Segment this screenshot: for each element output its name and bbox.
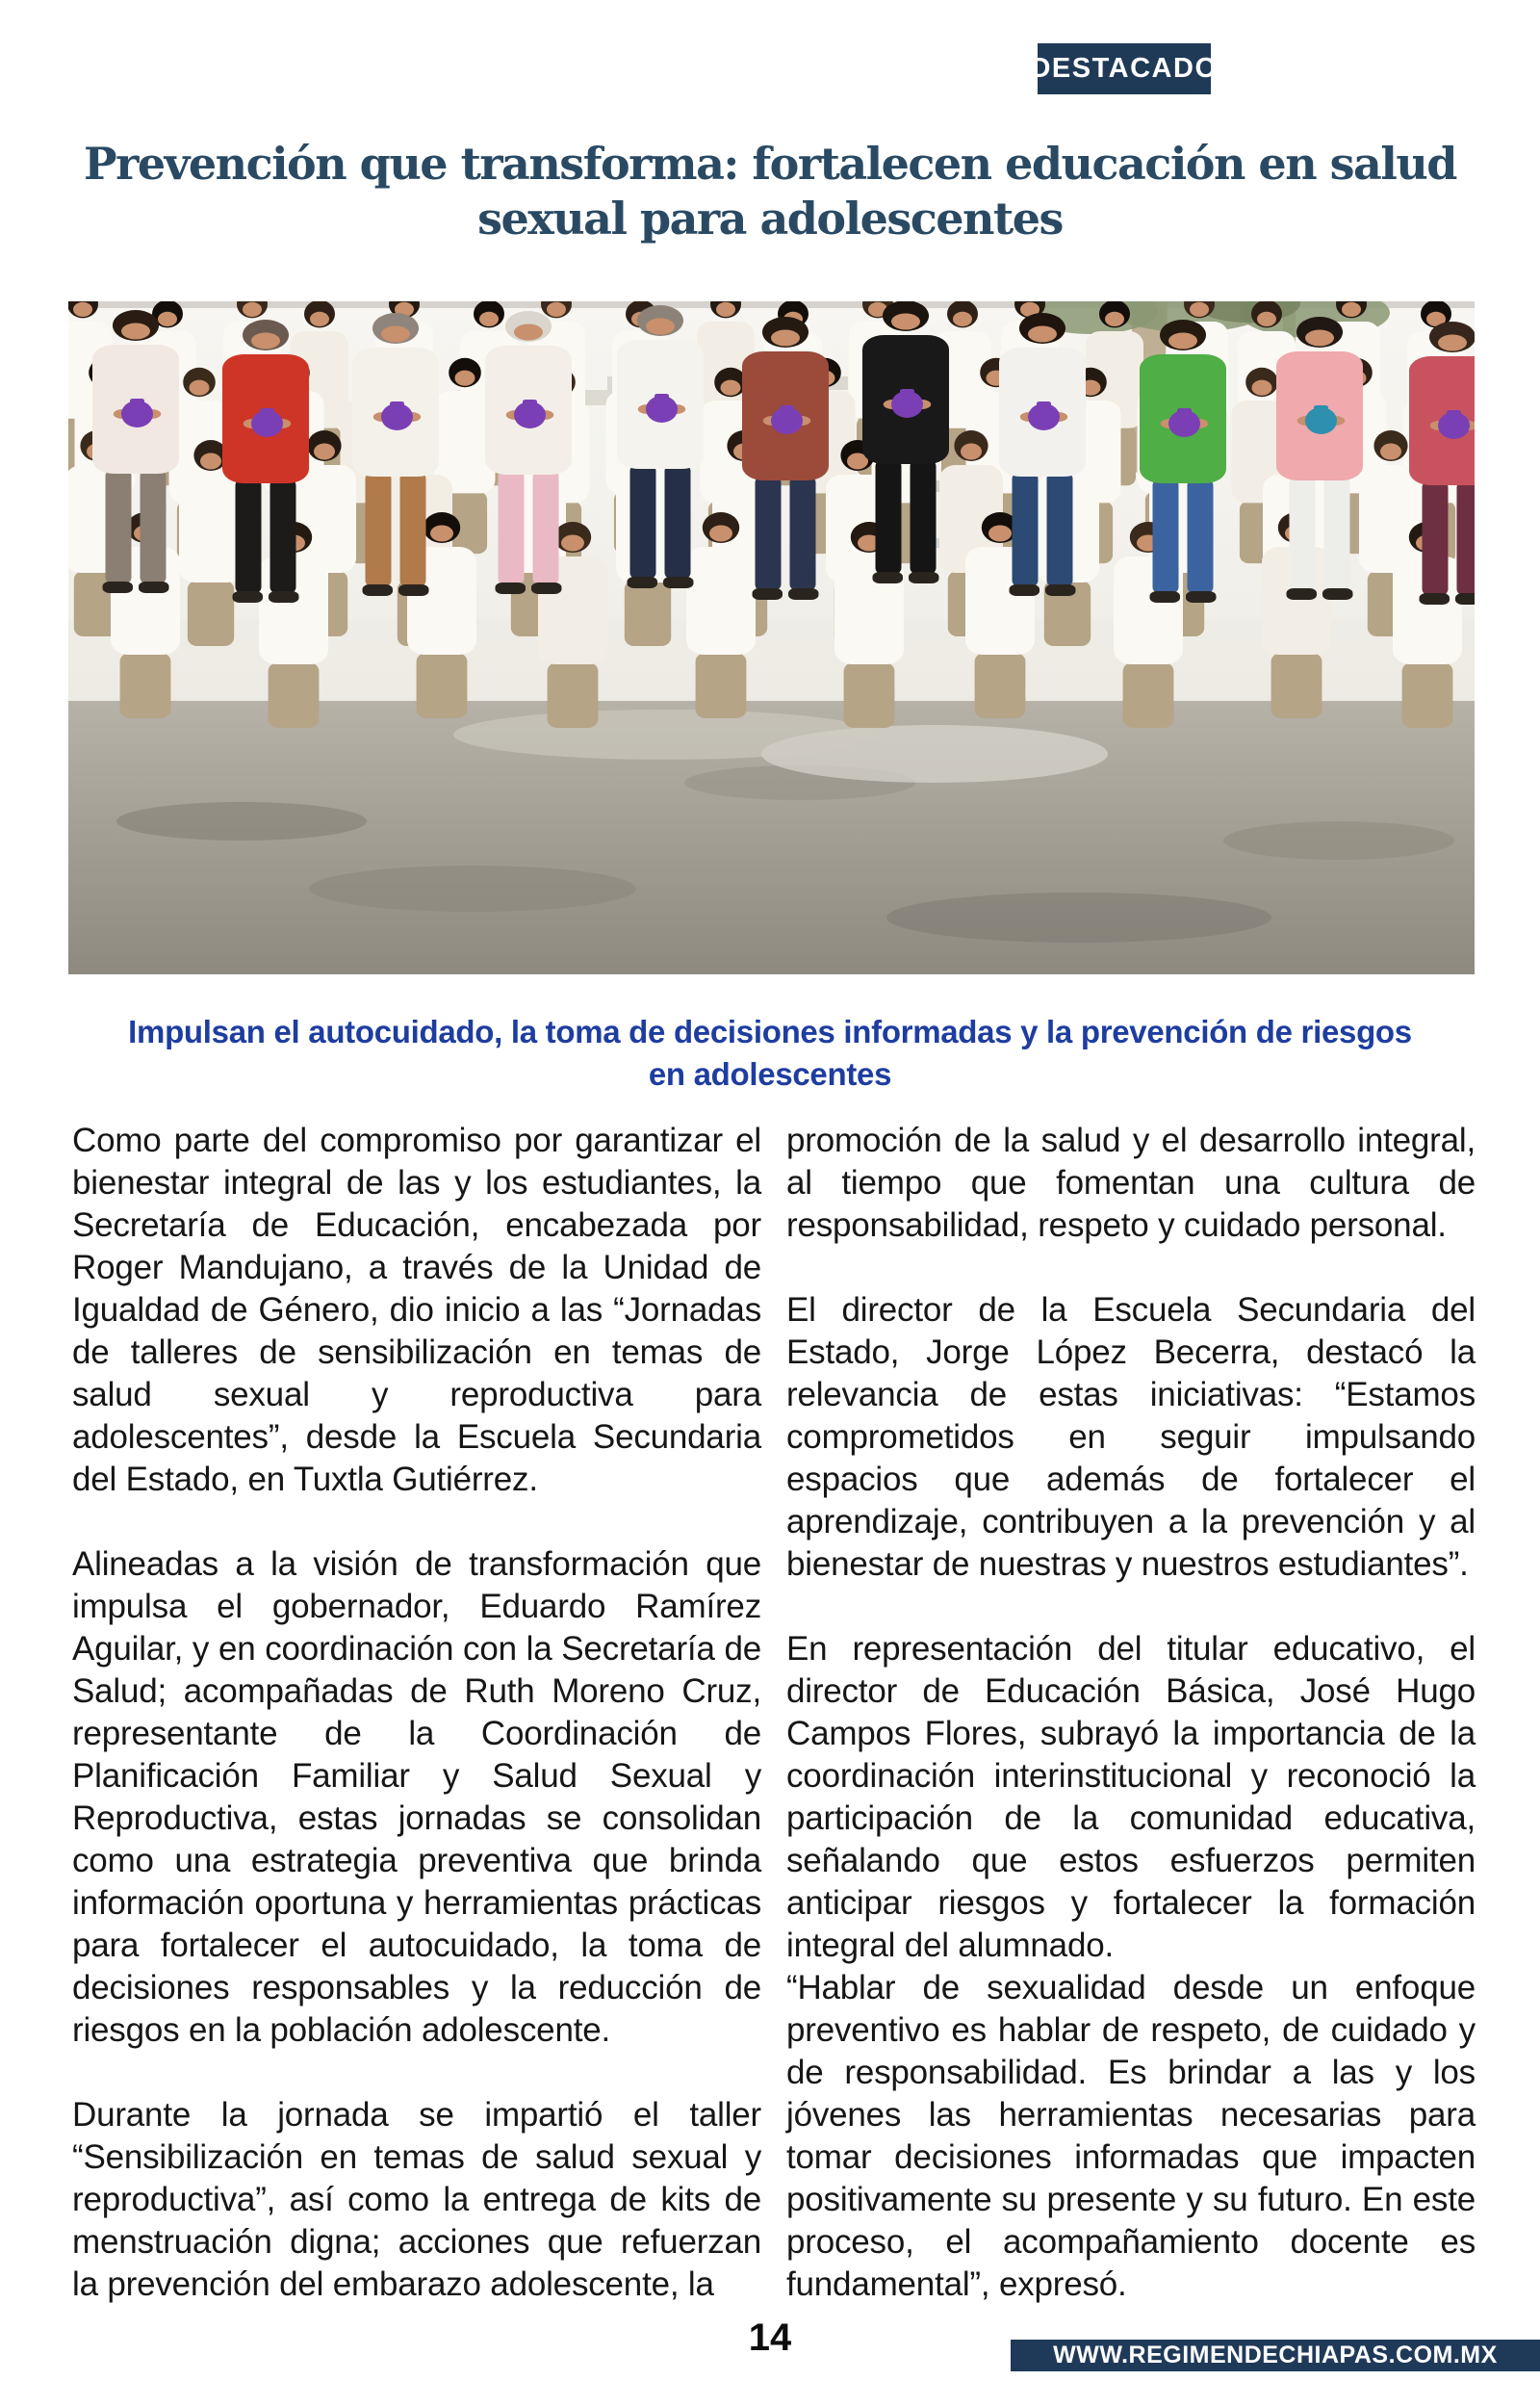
body-right-column [786, 1120, 1476, 2348]
article-subtitle-line1: Impulsan el autocuidado, la toma de decisiones informadas y la prevención de riesgos [128, 1014, 1412, 1049]
body-left-column [72, 1120, 761, 2348]
page-number: 14 [748, 2316, 792, 2359]
footer-url[interactable]: WWW.REGIMENDECHIAPAS.COM.MX [1053, 2342, 1498, 2368]
body-paragraph: promoción de la salud y el desarrollo integral, al tiempo que fomentan una cultura de responsabilidad, respeto y cuidado personal. [786, 1122, 1476, 1244]
destacado-badge [1030, 43, 1219, 94]
article-title-line2: sexual para adolescentes [477, 193, 1063, 245]
body-paragraph: Durante la jornada se impartió el taller “Sensibilización en temas de salud sexual y reproductiva”, así como la entrega de kits de menstruación digna; acciones que refuerzan la prevención del embarazo adolescente, la [72, 2096, 761, 2303]
article-photo [68, 301, 1475, 974]
article-subtitle-line2: en adolescentes [648, 1056, 892, 1092]
footer-url-bar [1011, 2340, 1540, 2371]
article-title [67, 137, 1473, 246]
article-title-line1: Prevención que transforma: fortalecen educación en salud [84, 138, 1456, 190]
body-paragraph: “Hablar de sexualidad desde un enfoque preventivo es hablar de respeto, de cuidado y de responsabilidad. Es brindar a las y los jóvenes las herramientas necesarias para tomar decisiones informadas que impacten positivamente su presente y su futuro. En este proceso, el acompañamiento docente es fundamental”, expresó. [786, 1969, 1476, 2303]
body-paragraph: Como parte del compromiso por garantizar el bienestar integral de las y los estudiantes, la Secretaría de Educación, encabezada por Roger Mandujano, a través de la Unidad de Igualdad de Género, dio inicio a las “Jornadas de talleres de sensibilización en temas de salud sexual y reproductiva para adolescentes”, desde la Escuela Secundaria del Estado, en Tuxtla Gutiérrez. [72, 1122, 761, 1498]
destacado-badge-label: DESTACADO [1030, 53, 1219, 84]
article-photo-scene [68, 301, 1475, 974]
body-paragraph: En representación del titular educativo, el director de Educación Básica, José Hugo Campos Flores, subrayó la importancia de la coordinación interinstitucional y reconoció la participación de la comunidad educativa, señalando que estos esfuerzos permiten anticipar riesgos y fortalecer la formación integral del alumnado. [786, 1630, 1476, 1964]
body-paragraph: El director de la Escuela Secundaria del Estado, Jorge López Becerra, destacó la relevancia de estas iniciativas: “Estamos comprometidos en seguir impulsando espacios que además de fortalecer el aprendizaje, contribuyen a la prevención y al bienestar de nuestras y nuestros estudiantes”. [786, 1291, 1476, 1583]
body-paragraph: Alineadas a la visión de transformación que impulsa el gobernador, Eduardo Ramírez Aguilar, y en coordinación con la Secretaría de Salud; acompañadas de Ruth Moreno Cruz, representante de la Coordinación de Planificación Familiar y Salud Sexual y Reproductiva, estas jornadas se consolidan como una estrategia preventiva que brinda información oportuna y herramientas prácticas para fortalecer el autocuidado, la toma de decisiones responsables y la reducción de riesgos en la población adolescente. [72, 1545, 761, 2049]
article-subtitle [58, 1011, 1482, 1096]
